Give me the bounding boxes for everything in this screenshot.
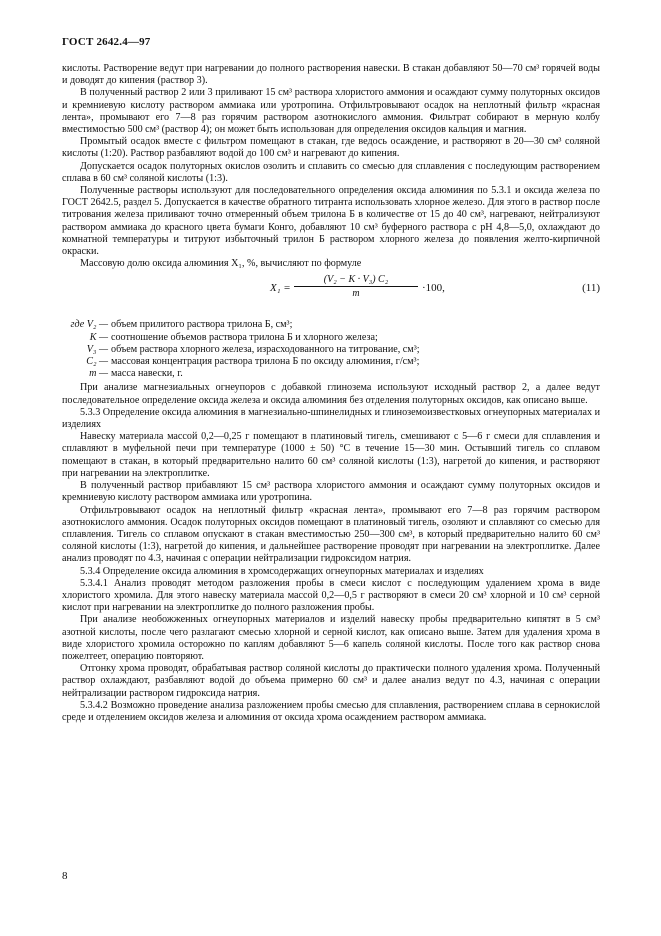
paragraph: кислоты. Растворение ведут при нагревании до полного растворения навески. В стакан добавляют 50—70 см³ горячей воды и доводят до кипения (раствор 3). bbox=[62, 63, 600, 87]
page-number: 8 bbox=[62, 870, 68, 882]
section-heading: 5.3.4 Определение оксида алюминия в хромсодержащих огнеупорных материалах и изделиях bbox=[80, 565, 484, 577]
formula-number: (11) bbox=[582, 282, 600, 295]
formula-numerator: (V₂ − K · V₃) C₂ bbox=[294, 274, 418, 287]
definition-text: массовая концентрация раствора трилона Б по оксиду алюминия, г/см³; bbox=[111, 356, 420, 368]
definition-symbol: m — bbox=[89, 368, 108, 380]
body-text-top bbox=[62, 63, 600, 270]
section-heading: 5.3.3 Определение оксида алюминия в магнезиально-шпинелидных и глиноземоизвестковых огнеупорных материалах и изделиях bbox=[62, 406, 600, 431]
definition-row bbox=[62, 356, 600, 368]
paragraph: При анализе необожженных огнеупорных материалов и изделий навеску пробы предварительно кипятят в 5 см³ азотной кислоты, после чего разлагают смесью хлорной и серной кислот, как описано выше. Затем для удаления хрома в виде хлористого хромила осторожно по каплям добавляют 5—6 капель соляной кислоты. После того как раствор снова пожелтеет, операцию повторяют. bbox=[62, 614, 600, 662]
definition-text: объем раствора хлорного железа, израсходованного на титрование, см³; bbox=[111, 343, 420, 355]
definition-row bbox=[62, 344, 600, 356]
definition-text: масса навески, г. bbox=[111, 368, 183, 380]
document-page bbox=[62, 36, 600, 724]
formula-definitions bbox=[62, 319, 600, 380]
paragraph: 5.3.4.1 Анализ проводят методом разложения пробы в смеси кислот с последующим удалением хрома в виде хлористого хромила. Для этого навеску материала массой 0,2—0,5 г растворяют в смеси 20 см³ хлорной и 10 см³ серной кислот при нагревании на электроплитке до полного разложения пробы. bbox=[62, 577, 600, 614]
definition-text: соотношение объемов раствора трилона Б и хлорного железа; bbox=[111, 331, 378, 343]
definition-row bbox=[62, 368, 600, 380]
paragraph: Массовую долю оксида алюминия X₁, %, вычисляют по формуле bbox=[80, 258, 362, 270]
paragraph: Отгонку хрома проводят, обрабатывая раствор соляной кислоты до практически полного удаления хрома. Полученный раствор охлаждают, разбавляют водой до объема примерно 60 см³ и далее анализ ведут по 4.3, начиная с операции нейтрализации раствором гидроксида натрия. bbox=[62, 663, 600, 699]
definition-text: объем прилитого раствора трилона Б, см³; bbox=[111, 319, 293, 331]
formula-fraction bbox=[294, 274, 418, 299]
formula-denominator: m bbox=[352, 288, 360, 300]
definition-symbol: K — bbox=[89, 331, 108, 343]
definition-row bbox=[62, 319, 600, 331]
definition-symbol: V₃ — bbox=[86, 343, 108, 355]
paragraph: Полученные растворы используют для последовательного определения оксида алюминия по 5.3.1 и оксида железа по ГОСТ 2642.5, раздел 5. Допускается в качестве обратного титранта использовать хлорное железо. Для этого в раствор после титрования железа приливают точно отмеренный объем трилона Б в количестве от 15 до 40 см³, нагревают, нейтрализуют раствором аммиака до красного цвета бумаги Конго, добавляют 10 см³ буферного раствора с рН 4,8—5,0, охлаждают до комнатной температуры и титруют избыточный трилон Б раствором хлорного железа до появления желто-кирпичной окраски. bbox=[62, 185, 600, 258]
body-text-bottom bbox=[62, 382, 600, 724]
formula-lhs: X₁ = bbox=[270, 282, 291, 295]
paragraph: 5.3.4.2 Возможно проведение анализа разложением пробы смесью для сплавления, растворением сплава в сернокислой среде и отделением оксидов железа и алюминия от оксида хрома осаждением раствором аммиака. bbox=[62, 699, 600, 723]
paragraph: При анализе магнезиальных огнеупоров с добавкой глинозема используют исходный раствор 2, а далее ведут последовательное определение оксида железа и оксида алюминия без отделения полуторных оксидов, как описано выше. bbox=[62, 382, 600, 406]
definition-symbol: C₂ — bbox=[86, 356, 108, 368]
formula-tail: ·100, bbox=[422, 282, 445, 295]
document-header: ГОСТ 2642.4—97 bbox=[62, 36, 151, 48]
paragraph: Промытый осадок вместе с фильтром помещают в стакан, где ведось осаждение, и растворяют в 20—30 см³ соляной кислоты (1:20). Раствор разбавляют водой до 100 см³ и нагревают до кипения. bbox=[62, 136, 600, 160]
paragraph: В полученный раствор 2 или 3 приливают 15 см³ раствора хлористого аммония и осаждают сумму полуторных оксидов и кремниевую кислоту раствором аммиака или уротропина. Отфильтровывают осадок на неплотный фильтр «красная лента», промывают его 7—8 раз горячим раствором азотнокислого аммония. Фильтрат собирают в мерную колбу вместимостью 500 см³ (раствор 4); он может быть использован для определения оксидов кальция и магния. bbox=[62, 87, 600, 136]
paragraph: Допускается осадок полуторных окислов озолить и сплавить со смесью для сплавления с последующим растворением сплава в 60 см³ соляной кислоты (1:3). bbox=[62, 160, 600, 184]
paragraph: Навеску материала массой 0,2—0,25 г помещают в платиновый тигель, смешивают с 5—6 г смеси для сплавления и сплавляют в муфельной печи при температуре (1000 ± 50) °С в течение 15—30 мин. Остывший тигель со сплавом помещают в стакан, в который предварительно налито 60 см³ соляной кислоты (1:3), нагретой до кипения, и растворяют при нагревании на электроплитке. bbox=[62, 431, 600, 479]
formula-11 bbox=[62, 273, 600, 317]
definition-row bbox=[62, 332, 600, 344]
paragraph: Отфильтровывают осадок на неплотный фильтр «красная лента», промывают его 7—8 раз горячим раствором азотнокислого аммония. Осадок полуторных оксидов помещают в платиновый тигель, озоляют и сплавляют со смесью для сплавления. Тигель со сплавом опускают в стакан вместимостью 250—300 см³, в который предварительно налито 60 см³ соляной кислоты (1:3), нагретой до кипения, и дальнейшее растворение проводят при нагревании на электроплитке. Далее анализ проводят по 4.3, начиная с операции нейтрализации гидроксидом натрия. bbox=[62, 504, 600, 565]
paragraph: В полученный раствор прибавляют 15 см³ раствора хлористого аммония и осаждают сумму полуторных оксидов и кремниевую кислоту раствором аммиака или уротропина. bbox=[62, 480, 600, 504]
definition-symbol: где V₂ — bbox=[70, 319, 108, 331]
